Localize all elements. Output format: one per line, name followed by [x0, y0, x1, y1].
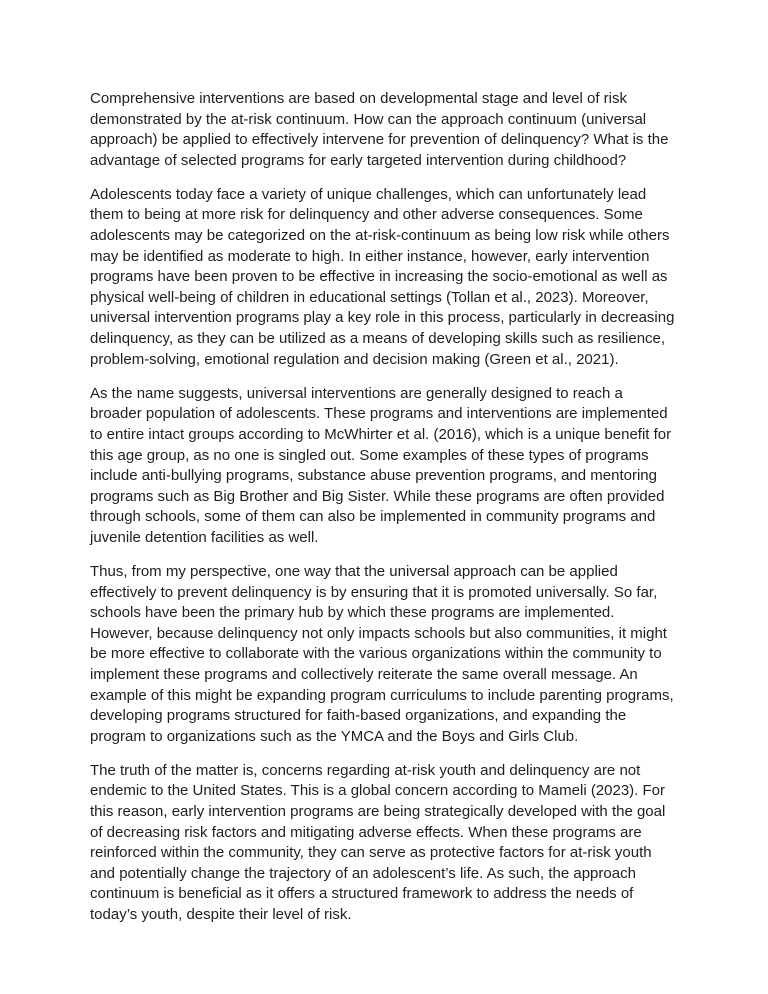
text-line: include anti-bullying programs, substance abuse prevention programs, and mentoring	[90, 467, 657, 485]
text-line: universal intervention programs play a key role in this process, particularly in decreasing	[90, 309, 675, 327]
text-line: continuum is beneficial as it offers a structured framework to address the needs of	[90, 885, 634, 903]
text-line: this reason, early intervention programs are being strategically developed with the goal	[90, 803, 666, 820]
text-line: The truth of the matter is, concerns regarding at-risk youth and delinquency are not	[90, 761, 641, 779]
text-line: reinforced within the community, they can serve as protective factors for at-risk youth	[90, 844, 652, 862]
text-line: and potentially change the trajectory of an adolescent’s life. As such, the approach	[90, 864, 636, 882]
text-line: advantage of selected programs for early targeted intervention during childhood?	[90, 151, 627, 169]
text-line: Thus, from my perspective, one way that the universal approach can be applied	[90, 562, 618, 580]
text-line: programs have been proven to be effective in increasing the socio-emotional as well as	[90, 268, 668, 286]
text-line: delinquency, as they can be utilized as a means of developing skills such as resilience,	[90, 330, 666, 348]
text-line: endemic to the United States. This is a global concern according to Mameli (2023). For	[90, 782, 666, 800]
text-line: Comprehensive interventions are based on developmental stage and level of risk	[90, 90, 627, 107]
text-line: juvenile detention facilities as well.	[90, 528, 319, 546]
text-line: of decreasing risk factors and mitigating adverse effects. When these programs are	[90, 823, 642, 841]
paragraph-conclusion	[90, 761, 730, 926]
paragraph-intro-question	[90, 89, 730, 171]
text-line: may be identified as moderate to high. In either instance, however, early intervention	[90, 247, 650, 265]
text-line: example of this might be expanding program curriculums to include parenting programs,	[90, 686, 674, 704]
text-line: developing programs structured for faith-based organizations, and expanding the	[90, 707, 627, 725]
text-line: this age group, as no one is singled out. Some examples of these types of programs	[90, 446, 649, 464]
text-line: schools have been the primary hub by which these programs are implemented.	[90, 604, 615, 622]
text-line: approach) be applied to effectively intervene for prevention of delinquency? What is the	[90, 131, 669, 149]
paragraph-perspective	[90, 562, 730, 747]
text-line: demonstrated by the at-risk continuum. How can the approach continuum (universal	[90, 110, 647, 128]
text-line: program to organizations such as the YMCA and the Boys and Girls Club.	[90, 727, 579, 745]
text-line: Adolescents today face a variety of unique challenges, which can unfortunately lead	[90, 185, 647, 203]
text-line: adolescents may be categorized on the at-risk-continuum as being low risk while others	[90, 227, 670, 245]
text-line: As the name suggests, universal interventions are generally designed to reach a	[90, 384, 623, 402]
text-line: be more effective to collaborate with the various organizations within the community to	[90, 645, 662, 663]
text-line: physical well-being of children in educational settings (Tollan et al., 2023). Moreover,	[90, 288, 649, 306]
text-line: effectively to prevent delinquency is by ensuring that it is promoted universally. So far,	[90, 583, 658, 601]
text-line: through schools, some of them can also be implemented in community programs and	[90, 508, 656, 526]
text-line: programs such as Big Brother and Big Sister. While these programs are often provided	[90, 487, 665, 505]
text-line: today’s youth, despite their level of risk.	[90, 905, 352, 923]
text-line: broader population of adolescents. These programs and interventions are implemented	[90, 405, 668, 423]
text-line: implement these programs and collectively reiterate the same overall message. An	[90, 665, 638, 683]
text-line: to entire intact groups according to McWhirter et al. (2016), which is a unique benefit for	[90, 425, 672, 443]
text-line: problem-solving, emotional regulation and decision making (Green et al., 2021).	[90, 350, 619, 368]
document-page	[90, 89, 730, 939]
text-line: However, because delinquency not only impacts schools but also communities, it might	[90, 624, 667, 642]
paragraph-universal-interventions	[90, 384, 730, 549]
text-line: them to being at more risk for delinquency and other adverse consequences. Some	[90, 206, 643, 224]
paragraph-adolescent-challenges	[90, 185, 730, 370]
